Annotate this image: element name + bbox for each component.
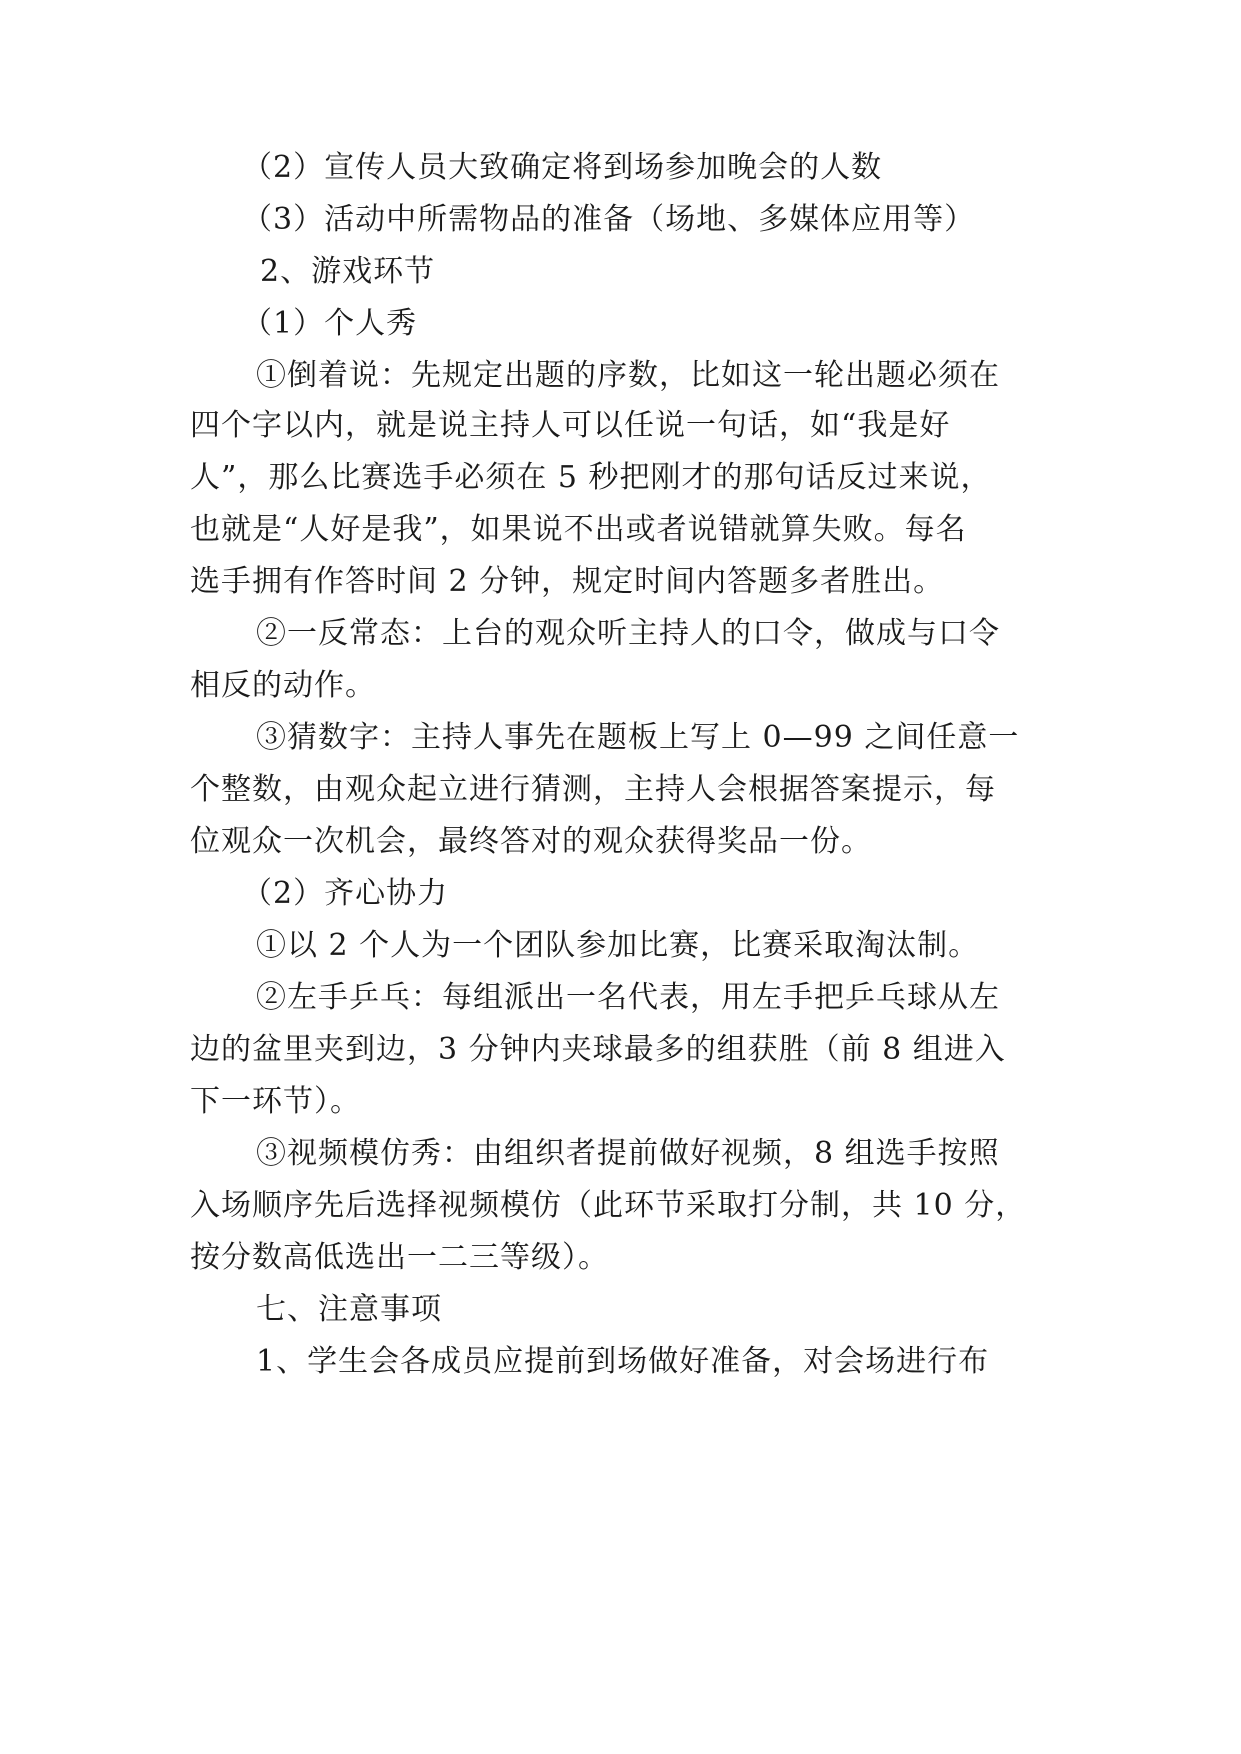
text-line-9: 选手拥有作答时间 2 分钟，规定时间内答题多者胜出。 — [190, 564, 945, 599]
text-line-2: （3）活动中所需物品的准备（场地、多媒体应用等） — [242, 202, 976, 237]
text-line-14: 位观众一次机会，最终答对的观众获得奖品一份。 — [190, 824, 872, 859]
text-line-11: 相反的动作。 — [190, 668, 376, 703]
text-line-21: 入场顺序先后选择视频模仿（此环节采取打分制，共 10 分， — [190, 1188, 1027, 1223]
text-line-24: 1、学生会各成员应提前到场做好准备，对会场进行布 — [256, 1344, 990, 1379]
text-line-4: （1）个人秀 — [242, 306, 418, 341]
text-line-19: 下一环节）。 — [190, 1084, 361, 1119]
text-line-8: 也就是“人好是我”，如果说不出或者说错就算失败。每名 — [190, 512, 967, 547]
text-line-15: （2）齐心协力 — [242, 876, 449, 911]
text-line-10: ②一反常态：上台的观众听主持人的口令，做成与口令 — [256, 616, 1000, 651]
text-line-7: 人”，那么比赛选手必须在 5 秒把刚才的那句话反过来说， — [190, 460, 992, 495]
text-line-23: 七、注意事项 — [256, 1292, 442, 1327]
text-line-5: ①倒着说：先规定出题的序数，比如这一轮出题必须在 — [256, 358, 1000, 393]
text-line-3: 2、游戏环节 — [260, 254, 436, 289]
text-line-13: 个整数，由观众起立进行猜测，主持人会根据答案提示，每 — [190, 772, 996, 807]
text-line-1: （2）宣传人员大致确定将到场参加晚会的人数 — [242, 150, 883, 185]
text-line-16: ①以 2 个人为一个团队参加比赛，比赛采取淘汰制。 — [256, 928, 980, 963]
text-line-17: ②左手乒乓：每组派出一名代表，用左手把乒乓球从左 — [256, 980, 1000, 1015]
text-line-20: ③视频模仿秀：由组织者提前做好视频，8 组选手按照 — [256, 1136, 1000, 1171]
text-line-12: ③猜数字：主持人事先在题板上写上 0—99 之间任意一 — [256, 720, 1020, 755]
text-line-22: 按分数高低选出一二三等级）。 — [190, 1240, 609, 1275]
text-line-6: 四个字以内，就是说主持人可以任说一句话，如“我是好 — [190, 408, 951, 443]
text-line-18: 边的盆里夹到边，3 分钟内夹球最多的组获胜（前 8 组进入 — [190, 1032, 1006, 1067]
